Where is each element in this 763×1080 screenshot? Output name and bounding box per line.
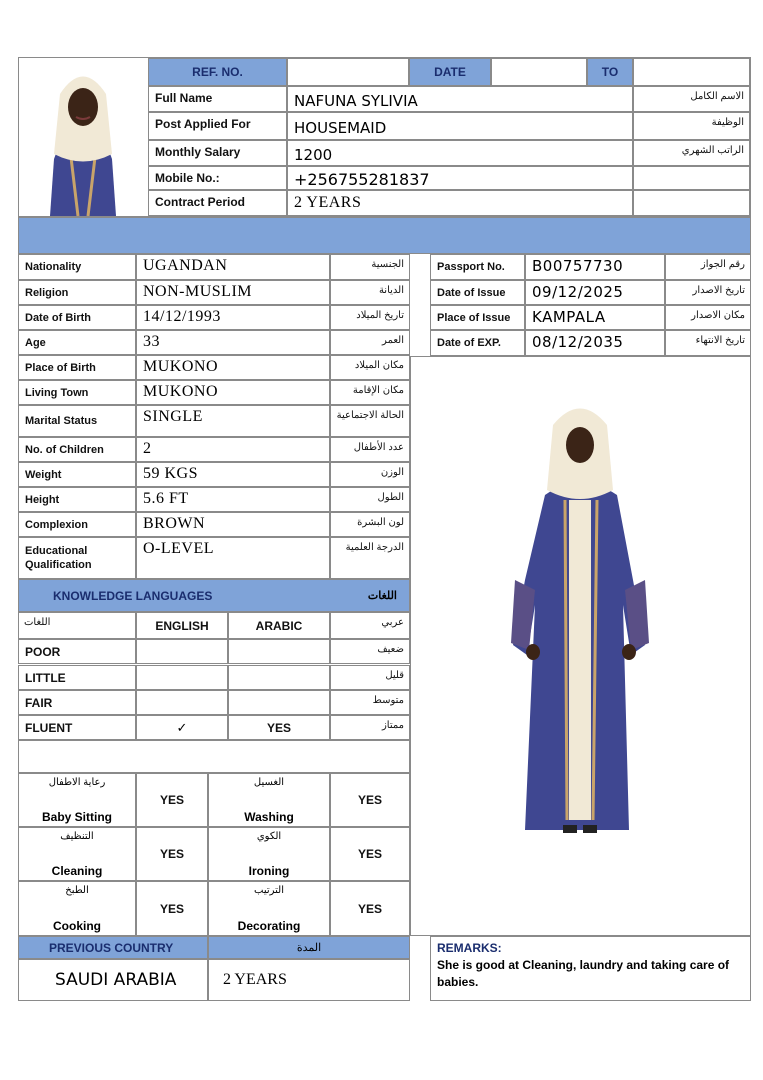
passport-label: Date of Issue [430, 280, 525, 305]
personal-value: 14/12/1993 [136, 305, 330, 330]
personal-value: MUKONO [136, 380, 330, 405]
personal-value: UGANDAN [136, 254, 330, 280]
previous-country-arabic: المدة [208, 936, 410, 959]
languages-title-arabic: اللغات [367, 590, 397, 602]
personal-value: NON-MUSLIM [136, 280, 330, 305]
personal-label: Place of Birth [18, 355, 136, 380]
lang-arabic-cell[interactable]: YES [228, 715, 330, 740]
contract-value: 2 YEARS [287, 190, 633, 216]
mobile-label: Mobile No.: [148, 166, 287, 190]
applicant-photo-small [20, 59, 146, 216]
previous-country-period: 2 YEARS [208, 959, 410, 1001]
lang-head-arabic-left: اللغات [18, 612, 136, 639]
languages-header [18, 579, 410, 612]
lang-english-cell[interactable] [136, 665, 228, 690]
skill-cell-right [208, 773, 330, 827]
skill-cell-left [18, 881, 136, 936]
passport-arabic: مكان الاصدار [665, 305, 751, 330]
skill-left-arabic: رعاية الاطفال [48, 777, 106, 788]
personal-value: SINGLE [136, 405, 330, 437]
salary-label: Monthly Salary [148, 140, 287, 166]
skill-cell-right [208, 881, 330, 936]
mobile-arabic [633, 166, 750, 190]
blank-row [18, 740, 410, 773]
skill-left-value[interactable]: YES [136, 881, 208, 936]
skill-right-arabic: الكوي [256, 831, 282, 842]
skill-right-value[interactable]: YES [330, 881, 410, 936]
contract-label: Contract Period [148, 190, 287, 216]
passport-value: 08/12/2035 [525, 330, 665, 356]
personal-label: No. of Children [18, 437, 136, 462]
skill-left-name: Cleaning [51, 864, 103, 878]
personal-value: MUKONO [136, 355, 330, 380]
ref-no-label: REF. NO. [148, 58, 287, 86]
previous-country-label: PREVIOUS COUNTRY [18, 936, 208, 959]
passport-arabic: رقم الجواز [665, 254, 751, 280]
date-field[interactable] [491, 58, 587, 86]
salary-arabic: الراتب الشهري [633, 140, 750, 166]
skill-left-value[interactable]: YES [136, 773, 208, 827]
lang-level: POOR [18, 639, 136, 664]
contract-arabic [633, 190, 750, 216]
languages-title: KNOWLEDGE LANGUAGES [53, 588, 213, 603]
lang-level-arabic: قليل [330, 665, 410, 690]
skill-right-name: Decorating [237, 919, 301, 933]
lang-english-cell[interactable]: ✓ [136, 715, 228, 740]
personal-arabic: الحالة الاجتماعية [330, 405, 410, 437]
lang-col-english: ENGLISH [136, 612, 228, 639]
personal-arabic: عدد الأطفال [330, 437, 410, 462]
personal-label: Date of Birth [18, 305, 136, 330]
personal-value: 2 [136, 437, 330, 462]
skill-cell-left [18, 827, 136, 881]
lang-arabic-cell[interactable] [228, 639, 330, 664]
skill-cell-right [208, 827, 330, 881]
skill-left-name: Cooking [53, 919, 101, 933]
personal-value: 5.6 FT [136, 487, 330, 512]
passport-value: B00757730 [525, 254, 665, 280]
passport-label: Place of Issue [430, 305, 525, 330]
salary-value: 1200 [287, 140, 633, 166]
personal-arabic: مكان الإقامة [330, 380, 410, 405]
passport-arabic: تاريخ الانتهاء [665, 330, 751, 356]
to-field[interactable] [633, 58, 750, 86]
date-label: DATE [409, 58, 491, 86]
full-name-value: NAFUNA SYLIVIA [287, 86, 633, 112]
lang-arabic-cell[interactable] [228, 690, 330, 715]
lang-level-arabic: متوسط [330, 690, 410, 715]
personal-label: Religion [18, 280, 136, 305]
skill-right-value[interactable]: YES [330, 827, 410, 881]
applicant-photo-full [505, 400, 655, 840]
skill-left-arabic: الطبخ [65, 885, 89, 896]
skill-right-arabic: الغسيل [253, 777, 285, 788]
skill-left-value[interactable]: YES [136, 827, 208, 881]
personal-label: Weight [18, 462, 136, 487]
full-name-label: Full Name [148, 86, 287, 112]
personal-arabic: الطول [330, 487, 410, 512]
skill-cell-left [18, 773, 136, 827]
personal-arabic: الديانة [330, 280, 410, 305]
lang-head-arabic-right: عربي [330, 612, 410, 639]
personal-value: BROWN [136, 512, 330, 537]
personal-value: 59 KGS [136, 462, 330, 487]
lang-english-cell[interactable] [136, 690, 228, 715]
skill-right-arabic: الترتيب [254, 885, 284, 896]
section-divider-band [18, 217, 751, 254]
post-value: HOUSEMAID [287, 112, 633, 140]
previous-country-value: SAUDI ARABIA [18, 959, 208, 1001]
passport-value: 09/12/2025 [525, 280, 665, 305]
lang-col-arabic: ARABIC [228, 612, 330, 639]
skill-right-name: Washing [244, 810, 294, 824]
personal-arabic: تاريخ الميلاد [330, 305, 410, 330]
remarks-box [430, 936, 751, 1001]
personal-label: Educational Qualification [18, 537, 136, 579]
personal-label: Living Town [18, 380, 136, 405]
personal-label: Complexion [18, 512, 136, 537]
personal-arabic: العمر [330, 330, 410, 355]
lang-level: LITTLE [18, 665, 136, 690]
passport-value: KAMPALA [525, 305, 665, 330]
personal-label: Height [18, 487, 136, 512]
remarks-text: She is good at Cleaning, laundry and taking care of babies. [437, 958, 730, 989]
post-label: Post Applied For [148, 112, 287, 140]
lang-english-cell[interactable] [136, 639, 228, 664]
remarks-label: REMARKS: [437, 941, 502, 955]
to-label: TO [587, 58, 633, 86]
passport-arabic: تاريخ الاصدار [665, 280, 751, 305]
personal-label: Marital Status [18, 405, 136, 437]
personal-arabic: الدرجة العلمية [330, 537, 410, 579]
lang-level: FAIR [18, 690, 136, 715]
personal-arabic: الوزن [330, 462, 410, 487]
lang-level-arabic: ضعيف [330, 639, 410, 664]
passport-label: Date of EXP. [430, 330, 525, 356]
personal-arabic: لون البشرة [330, 512, 410, 537]
lang-arabic-cell[interactable] [228, 665, 330, 690]
ref-no-field[interactable] [287, 58, 409, 86]
skill-right-value[interactable]: YES [330, 773, 410, 827]
personal-value: 33 [136, 330, 330, 355]
skill-right-name: Ironing [248, 864, 290, 878]
mobile-value: +256755281837 [287, 166, 633, 190]
post-arabic: الوظيفة [633, 112, 750, 140]
lang-level-arabic: ممتاز [330, 715, 410, 740]
lang-level: FLUENT [18, 715, 136, 740]
passport-label: Passport No. [430, 254, 525, 280]
personal-arabic: الجنسية [330, 254, 410, 280]
skill-left-name: Baby Sitting [41, 810, 112, 824]
personal-label: Nationality [18, 254, 136, 280]
personal-arabic: مكان الميلاد [330, 355, 410, 380]
personal-label: Age [18, 330, 136, 355]
skill-left-arabic: التنظيف [60, 831, 94, 842]
full-name-arabic: الاسم الكامل [633, 86, 750, 112]
personal-value: O-LEVEL [136, 537, 330, 579]
